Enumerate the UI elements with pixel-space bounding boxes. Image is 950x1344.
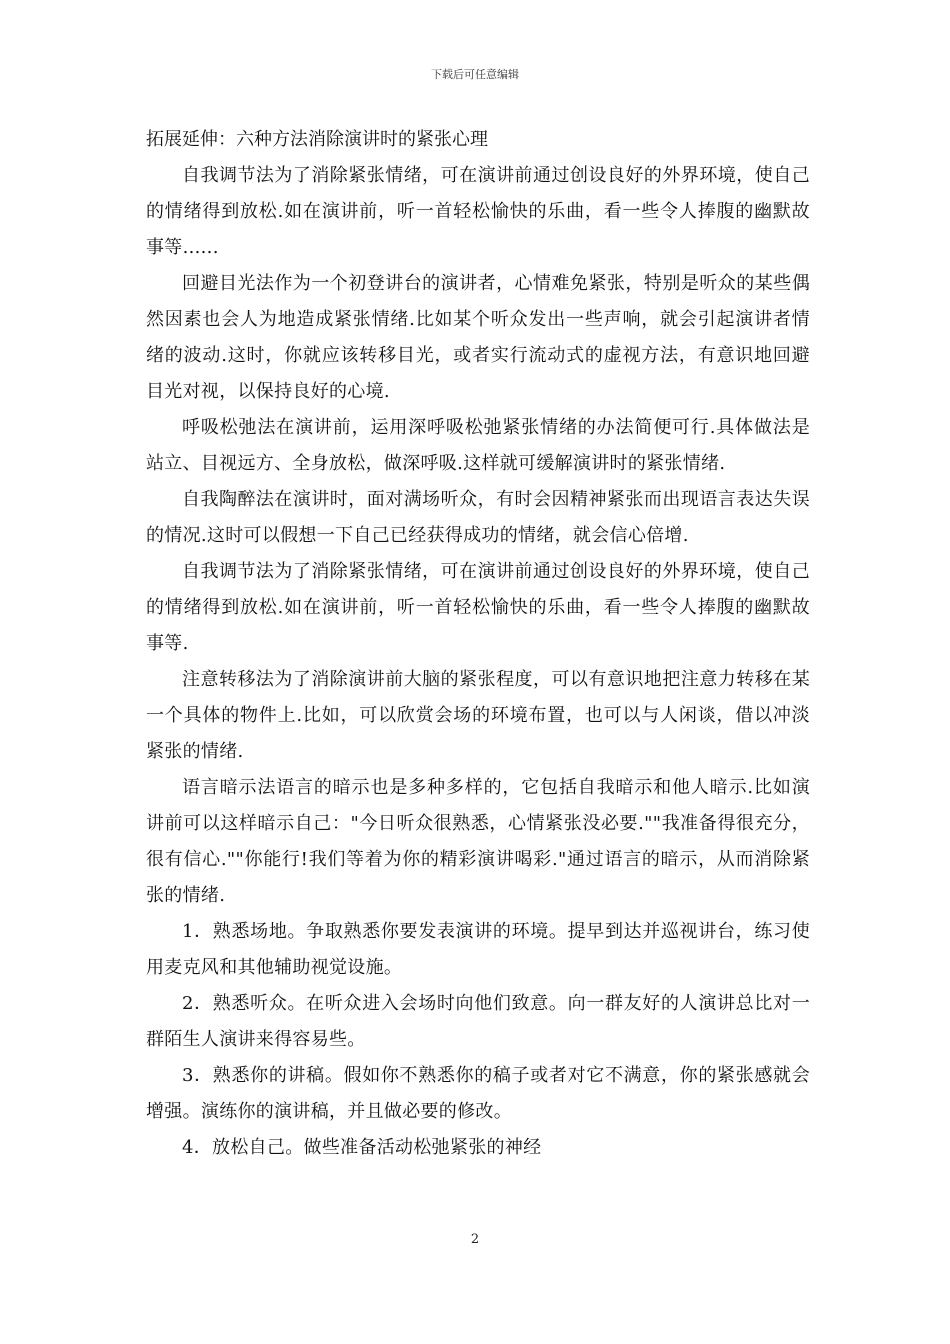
page-number: 2: [470, 1232, 480, 1247]
paragraph-breathing-relaxation: 呼吸松弛法在演讲前，运用深呼吸松弛紧张情绪的办法简便可行.具体做法是站立、目视远方、全身放松，做深呼吸.这样就可缓解演讲时的紧张情绪.: [146, 417, 810, 474]
document-body: [146, 122, 810, 1166]
paragraph-avoid-eye-contact: 回避目光法作为一个初登讲台的演讲者，心情难免紧张，特别是听众的某些偶然因素也会人为地造成紧张情绪.比如某个听众发出一些声响，就会引起演讲者情绪的波动.这时，你就应该转移目光，或者实行流动式的虚视方法，有意识地回避目光对视，以保持良好的心境.: [146, 273, 810, 402]
list-item-relax: 4．放松自己。做些准备活动松弛紧张的神经: [182, 1137, 542, 1158]
list-item-familiar-venue: 1．熟悉场地。争取熟悉你要发表演讲的环境。提早到达并巡视讲台，练习使用麦克风和其他辅助视觉设施。: [146, 921, 810, 978]
paragraph-self-adjustment-repeat: 自我调节法为了消除紧张情绪，可在演讲前通过创设良好的外界环境，使自己的情绪得到放松.如在演讲前，听一首轻松愉快的乐曲，看一些令人捧腹的幽默故事等.: [146, 561, 810, 654]
list-item-familiar-script: 3．熟悉你的讲稿。假如你不熟悉你的稿子或者对它不满意，你的紧张感就会增强。演练你的演讲稿，并且做必要的修改。: [146, 1065, 810, 1122]
page-header: 下载后可任意编辑: [431, 68, 519, 81]
document-title: 拓展延伸：六种方法消除演讲时的紧张心理: [146, 129, 488, 150]
paragraph-attention-shift: 注意转移法为了消除演讲前大脑的紧张程度，可以有意识地把注意力转移在某一个具体的物件上.比如，可以欣赏会场的环境布置，也可以与人闲谈，借以冲淡紧张的情绪.: [146, 669, 810, 762]
paragraph-self-intoxication: 自我陶醉法在演讲时，面对满场听众，有时会因精神紧张而出现语言表达失误的情况.这时可以假想一下自己已经获得成功的情绪，就会信心倍增.: [146, 489, 810, 546]
list-item-familiar-audience: 2．熟悉听众。在听众进入会场时向他们致意。向一群友好的人演讲总比对一群陌生人演讲来得容易些。: [146, 993, 810, 1050]
paragraph-self-adjustment: 自我调节法为了消除紧张情绪，可在演讲前通过创设良好的外界环境，使自己的情绪得到放松.如在演讲前，听一首轻松愉快的乐曲，看一些令人捧腹的幽默故事等......: [146, 165, 810, 258]
paragraph-verbal-suggestion: 语言暗示法语言的暗示也是多种多样的，它包括自我暗示和他人暗示.比如演讲前可以这样暗示自己："今日听众很熟悉，心情紧张没必要.""我准备得很充分，很有信心.""你能行!我们等着为你的精彩演讲喝彩."通过语言的暗示，从而消除紧张的情绪.: [146, 777, 810, 906]
